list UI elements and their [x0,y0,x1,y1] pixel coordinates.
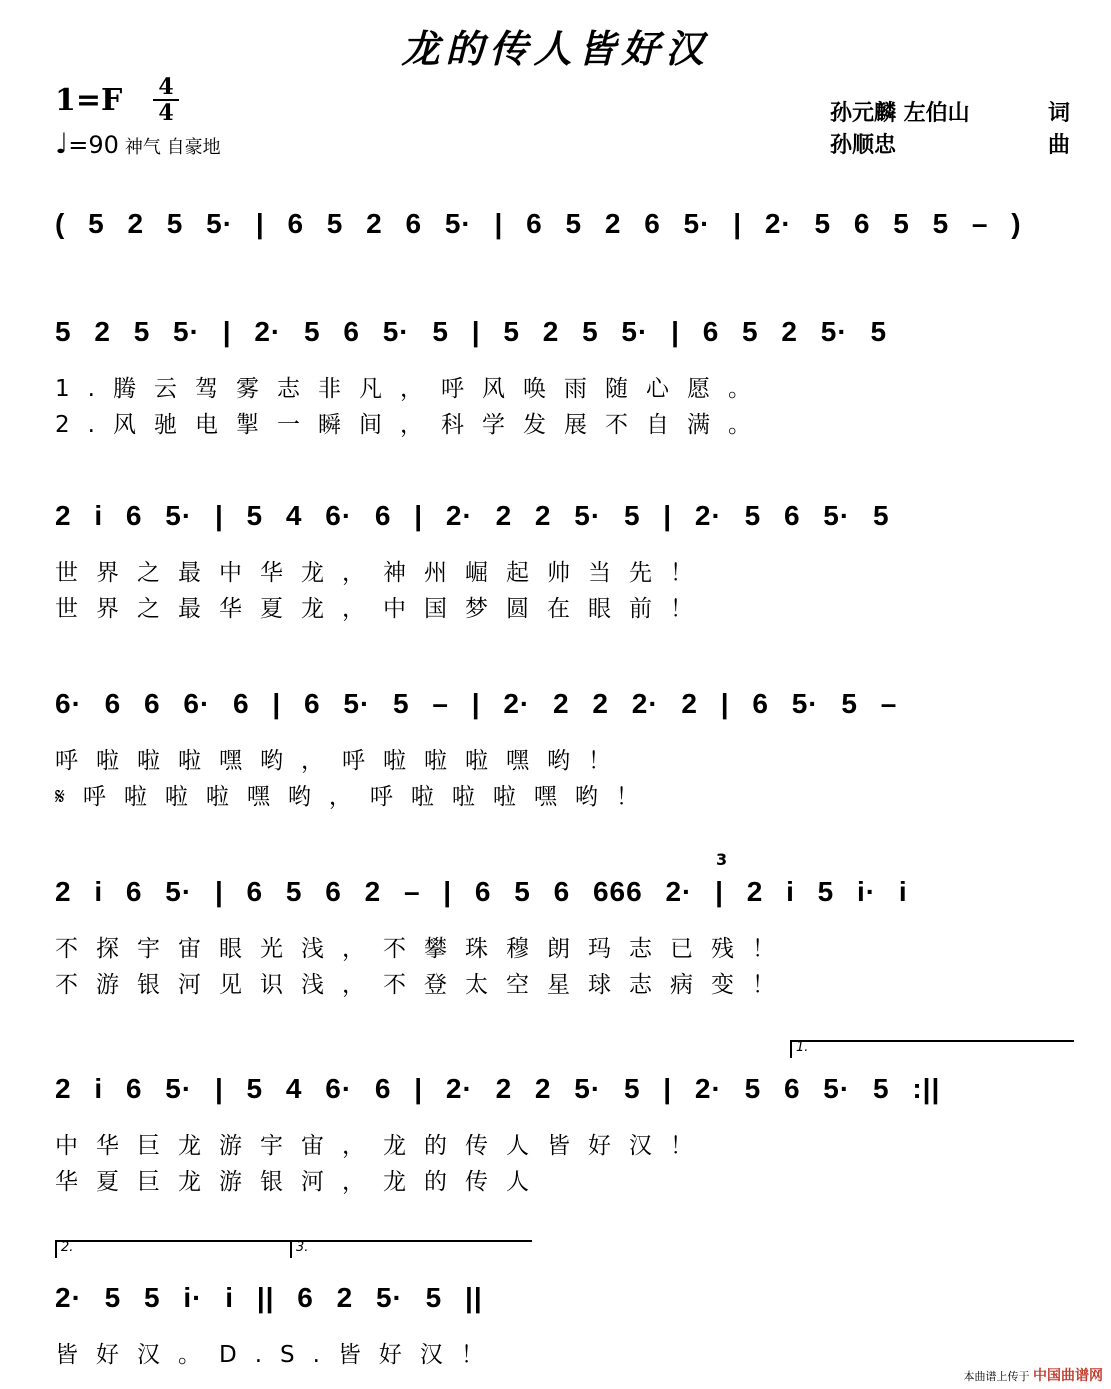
quarter-note-icon: ♩ [55,127,69,160]
lyric-role: 词 [1048,101,1071,126]
lyric-verse-1: 1.腾云驾雾志非凡，呼风唤雨随心愿。 [55,376,769,402]
lyric-verse-2: 𝄋呼啦啦啦嘿哟，呼啦啦啦嘿哟！ [55,784,657,810]
lyric-verse-2: 不游银河见识浅，不登太空星球志病变！ [55,972,793,998]
notation: ( 5 2 5 5· | 6 5 2 6 5· | 6 5 2 6 5· | 2· 5 6 5 5 – ) [55,208,1022,239]
tempo-value: =90 [68,131,119,159]
lyric-verse-2: 2.风驰电掣一瞬间，科学发展不自满。 [55,412,769,438]
volta-bracket [290,1240,532,1258]
page-title: 龙的传人皆好汉 [401,26,710,71]
volta-number: 1. [796,1040,809,1055]
notation: 2 i 6 5· | 6 5 6 2 – | 6 5 6 666 2· | 2 i 5 i· i [55,876,908,907]
lyric-verse-1: 中华巨龙游宇宙，龙的传人皆好汉！ [55,1133,711,1159]
tempo-mark [55,127,221,160]
lyricists: 孙元麟 左伯山 [830,101,970,126]
lyric-verse-1: 皆好汉。D.S.皆好汉！ [55,1342,502,1368]
notation: 2 i 6 5· | 5 4 6· 6 | 2· 2 2 5· 5 | 2· 5 6 5· 5 :|| [55,1073,941,1104]
composer: 孙顺忠 [830,133,897,158]
footer-site: 中国曲谱网 [1033,1368,1103,1384]
lyric-verse-1: 世界之最中华龙，神州崛起帅当先！ [55,560,711,586]
notation: 2· 5 5 i· i || 6 2 5· 5 || [55,1282,483,1313]
notation: 5 2 5 5· | 2· 5 6 5· 5 | 5 2 5 5· | 6 5 2 5· 5 [55,316,888,347]
time-sig-top: 4 [158,74,174,100]
time-signature [153,76,179,124]
volta-number: 3. [296,1240,309,1255]
volta-bracket [55,1240,290,1258]
music-role: 曲 [1048,133,1071,158]
footer [964,1365,1104,1385]
key-signature: 1=F [55,83,123,118]
footer-prefix: 本曲谱上传于 [963,1370,1030,1383]
lyric-verse-2: 华夏巨龙游银河，龙的传人 [55,1169,547,1195]
notation: 6· 6 6 6· 6 | 6 5· 5 – | 2· 2 2 2· 2 | 6 5· 5 – [55,688,898,719]
lyric-verse-2: 世界之最华夏龙，中国梦圆在眼前！ [55,596,711,622]
time-sig-bottom: 4 [158,100,174,126]
lyric-verse-1: 呼啦啦啦嘿哟，呼啦啦啦嘿哟！ [55,748,629,774]
lyric-verse-1: 不探宇宙眼光浅，不攀珠穆朗玛志已残！ [55,936,793,962]
volta-number: 2. [61,1240,74,1255]
tempo-description: 神气 自豪地 [124,137,221,158]
notation: 2 i 6 5· | 5 4 6· 6 | 2· 2 2 5· 5 | 2· 5 6 5· 5 [55,500,890,531]
triplet-mark: 3 [716,850,728,869]
volta-bracket [790,1040,1074,1058]
